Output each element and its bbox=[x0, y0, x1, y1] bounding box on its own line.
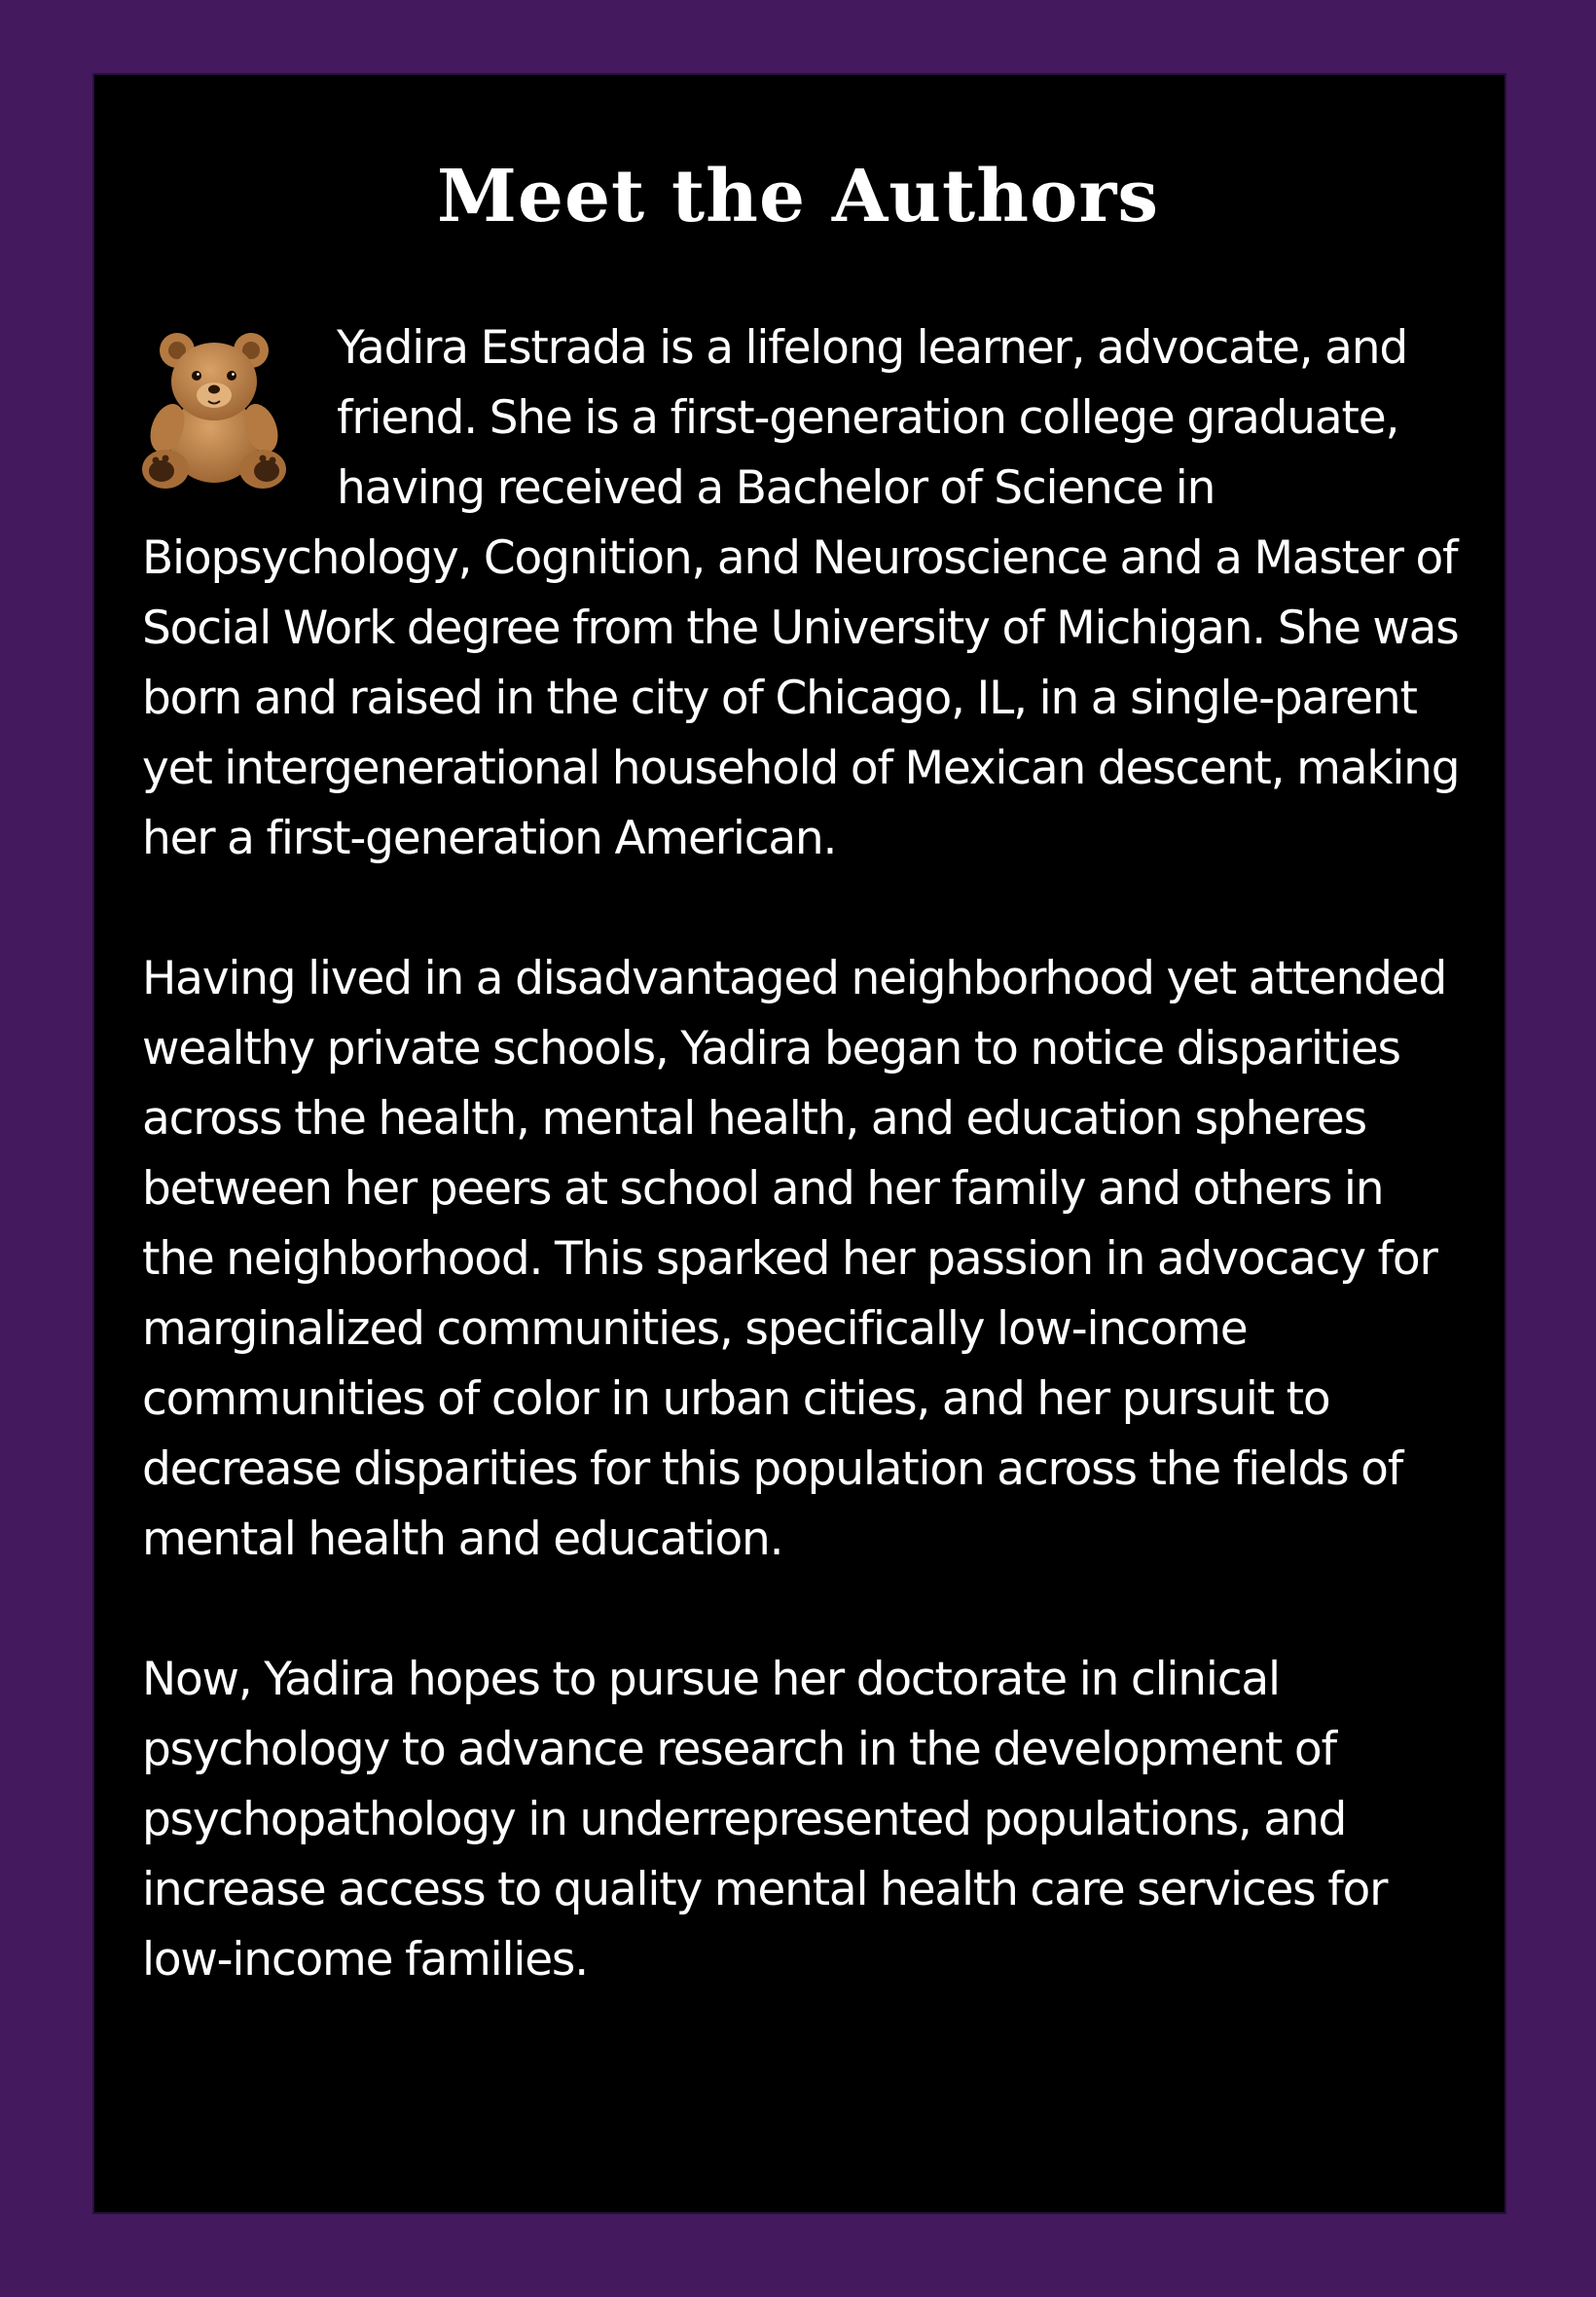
bio-paragraph-1 bbox=[142, 313, 1466, 874]
bio-paragraph-1-text: Yadira Estrada is a lifelong learner, advocate, and friend. She is a first-generation college graduate, having received a Bachelor of Science in Biopsychology, Cognition, and Neuroscience and a Master of Social Work degree from the University of Michigan. She was born and raised in the city of Chicago, IL, in a single-parent yet intergenerational household of Mexican descent, making her a first-generation American. bbox=[142, 321, 1460, 865]
teddy-bear-icon bbox=[127, 321, 302, 496]
bio-paragraph-2: Having lived in a disadvantaged neighborhood yet attended wealthy private schools, Yadira began to notice disparities across the health, mental health, and education spheres between her peers at school and her family and others in the neighborhood. This sparked her passion in advocacy for marginalized communities, specifically low-income communities of color in urban cities, and her pursuit to decrease disparities for this population across the fields of mental health and education. bbox=[142, 952, 1447, 1566]
page-title: Meet the Authors bbox=[436, 155, 1160, 238]
author-bio bbox=[142, 313, 1466, 2065]
bio-paragraph-3: Now, Yadira hopes to pursue her doctorate in clinical psychology to advance research in the development of psychopathology in underrepresented populations, and increase access to quality mental health care services for low-income families. bbox=[142, 1653, 1388, 1987]
